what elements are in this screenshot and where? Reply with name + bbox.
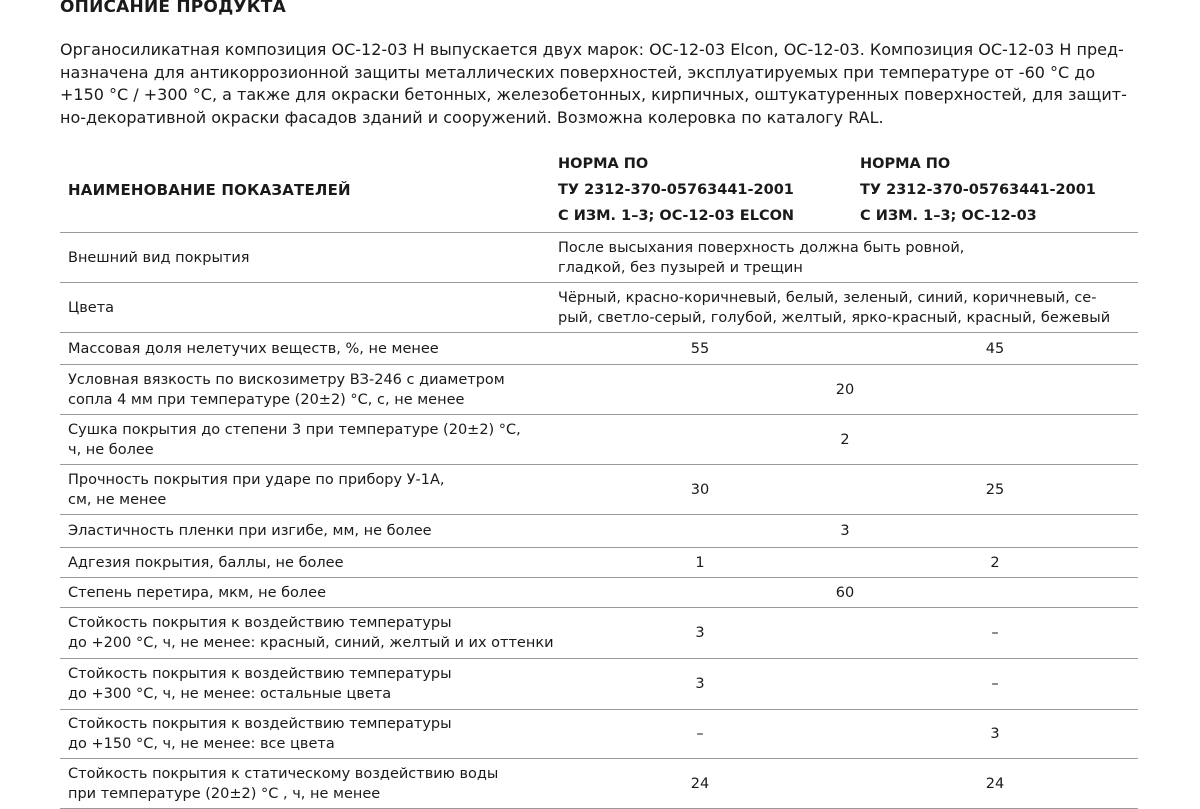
spec-table-body: [60, 233, 1138, 809]
indicator-name-line: Стойкость покрытия к статическому воздействию воды: [68, 765, 499, 782]
indicator-name: [68, 298, 548, 318]
norm-value-standard: 3: [990, 726, 1000, 742]
description-line: Органосиликатная композиция ОС-12-03 Н выпускается двух марок: ОС-12-03 Elcon, ОС-12-03. Композиция ОС-12-03 Н пред-: [60, 40, 1124, 59]
indicator-name-line: сопла 4 мм при температуре (20±2) °С, с, не менее: [68, 391, 465, 408]
norm-value-line: Чёрный, красно-коричневый, белый, зеленый, синий, коричневый, се-: [558, 289, 1097, 306]
norm-value-standard: –: [991, 625, 999, 641]
indicator-name-line: см, не менее: [68, 491, 167, 508]
section-title: ОПИСАНИЕ ПРОДУКТА: [60, 0, 286, 17]
table-row: [60, 710, 1138, 759]
table-row: [60, 659, 1138, 710]
description-line: но-декоративной окраски фасадов зданий и сооружений. Возможна колеровка по каталогу RAL.: [60, 107, 884, 127]
indicator-name: [68, 339, 548, 359]
indicator-name: [68, 583, 548, 603]
table-row: [60, 233, 1138, 283]
indicator-name-line: до +300 °С, ч, не менее: остальные цвета: [68, 686, 392, 702]
indicator-name-line: Внешний вид покрытия: [68, 249, 250, 266]
table-row: [60, 283, 1138, 333]
table-row: [60, 578, 1138, 608]
table-row: [60, 759, 1138, 809]
norm-value-elcon: 3: [695, 625, 705, 641]
indicator-name-line: до +200 °С, ч, не менее: красный, синий, желтый и их оттенки: [68, 635, 554, 651]
norm-value-elcon: –: [696, 726, 704, 742]
header-line: С ИЗМ. 1–3; ОС-12-03: [860, 208, 1037, 224]
norm-value-shared: [558, 288, 1138, 328]
header-line: НОРМА ПО: [558, 156, 649, 172]
norm-value-shared: 2: [840, 431, 850, 448]
header-norm-standard: [860, 151, 1096, 229]
norm-value-elcon: 1: [695, 554, 705, 571]
indicator-name-line: Стойкость покрытия к воздействию температуры: [68, 666, 452, 682]
indicator-name-line: Прочность покрытия при ударе по прибору У-1А,: [68, 471, 445, 488]
header-line: ТУ 2312-370-05763441-2001: [558, 182, 794, 198]
indicator-name-line: Массовая доля нелетучих веществ, %, не менее: [68, 340, 439, 357]
table-row: [60, 548, 1138, 578]
indicator-name-line: до +150 °С, ч, не менее: все цвета: [68, 736, 335, 752]
norm-value-elcon: 3: [695, 676, 705, 692]
table-row: [60, 608, 1138, 659]
norm-value-line: гладкой, без пузырей и трещин: [558, 259, 803, 276]
indicator-name-line: Условная вязкость по вискозиметру ВЗ-246 с диаметром: [68, 371, 505, 388]
indicator-name-line: Стойкость покрытия к воздействию температуры: [68, 615, 452, 631]
norm-value-standard: 2: [990, 554, 1000, 571]
norm-value-elcon: 30: [690, 481, 710, 498]
table-row: [60, 465, 1138, 515]
header-indicator-name: НАИМЕНОВАНИЕ ПОКАЗАТЕЛЕЙ: [68, 181, 351, 199]
norm-value-standard: 25: [985, 481, 1005, 498]
norm-value-elcon: 55: [690, 340, 710, 357]
indicator-name: [68, 521, 548, 541]
header-norm-elcon: [558, 151, 794, 229]
indicator-name-line: Степень перетира, мкм, не более: [68, 584, 327, 601]
norm-value-shared: [558, 238, 1138, 278]
description-line: назначена для антикоррозионной защиты металлических поверхностей, эксплуатируемых при температуре от -60 °С до: [60, 62, 1096, 82]
table-row: [60, 333, 1138, 365]
indicator-name-line: Стойкость покрытия к воздействию температуры: [68, 716, 452, 732]
indicator-name: [68, 714, 548, 754]
description-line: +150 °С / +300 °С, а также для окраски бетонных, железобетонных, кирпичных, оштукатуренных поверхностей, для защит-: [60, 85, 1127, 104]
norm-value-shared: 20: [835, 381, 855, 398]
indicator-name-line: Адгезия покрытия, баллы, не более: [68, 554, 344, 571]
indicator-name-line: Цвета: [68, 299, 115, 316]
table-row: [60, 365, 1138, 415]
indicator-name: [68, 764, 548, 804]
indicator-name-line: Эластичность пленки при изгибе, мм, не более: [68, 523, 432, 539]
norm-value-standard: –: [991, 676, 999, 692]
norm-value-standard: 24: [985, 775, 1005, 792]
product-description: [60, 39, 1150, 129]
norm-value-line: После высыхания поверхность должна быть ровной,: [558, 239, 965, 256]
norm-value-elcon: 24: [690, 775, 710, 792]
indicator-name: [68, 664, 548, 704]
header-line: С ИЗМ. 1–3; ОС-12-03 ELCON: [558, 208, 795, 224]
indicator-name: [68, 370, 548, 410]
indicator-name-line: ч, не более: [68, 441, 154, 458]
header-line: ТУ 2312-370-05763441-2001: [860, 182, 1096, 198]
indicator-name: [68, 553, 548, 573]
indicator-name-line: Сушка покрытия до степени 3 при температуре (20±2) °С,: [68, 421, 521, 438]
norm-value-shared: 60: [835, 584, 855, 601]
table-row: [60, 515, 1138, 548]
norm-value-line: рый, светло-серый, голубой, желтый, ярко-красный, красный, бежевый: [558, 309, 1111, 326]
indicator-name-line: при температуре (20±2) °С , ч, не менее: [68, 785, 381, 802]
indicator-name: [68, 470, 548, 510]
indicator-name: [68, 420, 548, 460]
table-header: [60, 150, 1138, 233]
header-line: НОРМА ПО: [860, 156, 951, 172]
norm-value-shared: 3: [840, 523, 850, 539]
norm-value-standard: 45: [985, 340, 1005, 357]
table-row: [60, 415, 1138, 465]
indicator-name: [68, 248, 548, 268]
indicator-name: [68, 613, 554, 653]
